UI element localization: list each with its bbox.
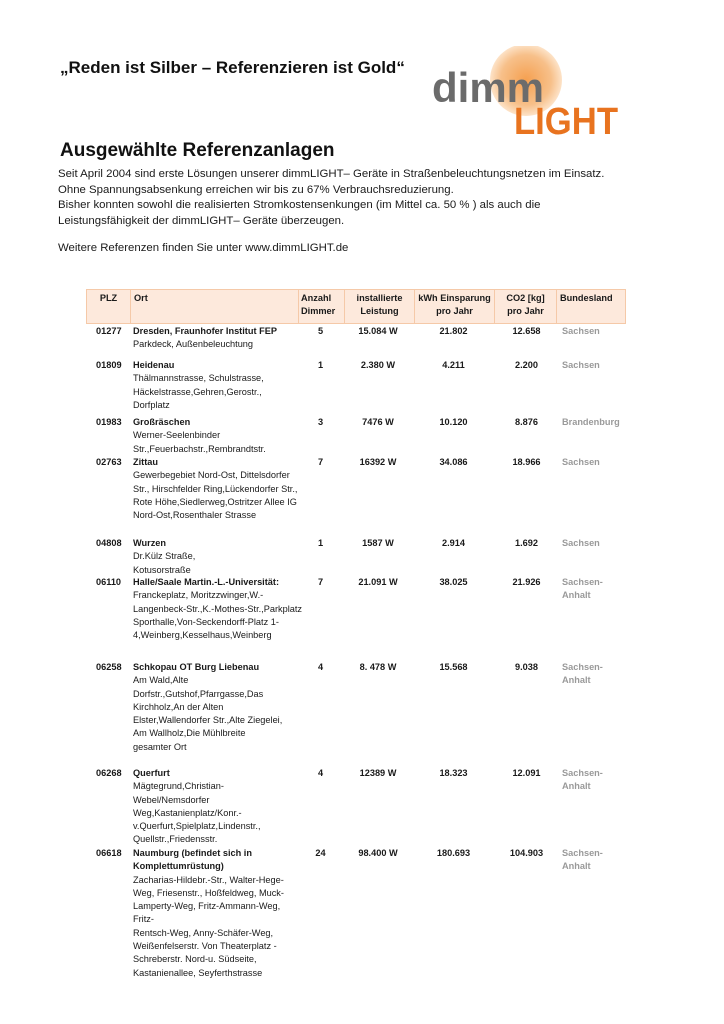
cell-bundesland-line: Sachsen- (562, 577, 603, 587)
cell-kwh: 180.693 (436, 848, 471, 858)
cell-ort (133, 767, 303, 847)
cell-detail: Str., Hirschfelder Ring,Lückendorfer Str., (133, 483, 298, 494)
cell-detail: Rentsch-Weg, Anny-Schäfer-Weg, (133, 927, 274, 938)
intro-line: Ohne Spannungsabsenkung erreichen wir bis zu 67% Verbrauchsreduzierung. (58, 183, 454, 196)
cell-co2: 21.926 (512, 577, 541, 587)
cell-bundesland-line: Anhalt (562, 781, 591, 792)
th-co2 (495, 290, 557, 323)
cell-co2: 104.903 (509, 848, 544, 858)
cell-bundesland (562, 456, 626, 469)
cell-leistung: 98.400 W (358, 848, 398, 858)
cell-bundesland-line: Anhalt (562, 590, 591, 601)
cell-co2: 1.692 (515, 538, 538, 548)
cell-co2: 9.038 (515, 662, 538, 672)
cell-detail: 4,Weinberg,Kesselhaus,Weinberg (133, 630, 272, 641)
cell-bundesland-line: Sachsen- (562, 848, 603, 858)
cell-detail: Dr.Külz Straße, (133, 551, 196, 562)
cell-detail: Am Wallholz,Die Mühlbreite (133, 728, 246, 739)
cell-detail: Kirchholz,An der Alten (133, 701, 224, 712)
cell-bundesland-line: Sachsen- (562, 768, 603, 778)
cell-detail: Parkdeck, Außenbeleuchtung (133, 339, 254, 350)
cell-co2: 8.876 (515, 417, 538, 427)
cell-detail: Kotusorstraße (133, 564, 191, 575)
cell-detail: Quellstr.,Friedensstr. (133, 834, 218, 845)
cell-detail: Weg,Kastanienplatz/Konr.- (133, 807, 242, 818)
th-leistung-line: Leistung (360, 306, 399, 316)
cell-dimmer: 1 (317, 538, 324, 548)
cell-detail: v.Querfurt,Spielplatz,Lindenstr., (133, 821, 261, 832)
cell-bundesland (562, 537, 626, 550)
cell-detail: Sporthalle,Von-Seckendorff-Platz 1- (133, 616, 279, 627)
cell-detail: Langenbeck-Str.,K.-Mothes-Str.,Parkplatz (133, 603, 303, 614)
cell-city: Schkopau OT Burg Liebenau (133, 662, 260, 672)
th-bundesland: Bundesland (560, 293, 613, 303)
cell-kwh: 18.323 (439, 768, 468, 778)
cell-dimmer: 5 (317, 326, 324, 336)
cell-bundesland-line: Sachsen (562, 538, 600, 548)
th-plz: PLZ (87, 290, 131, 323)
cell-city: Komplettumrüstung) (133, 861, 224, 872)
cell-bundesland (562, 325, 626, 338)
cell-city: Großräschen (133, 417, 191, 427)
cell-detail: Elster,Wallendorfer Str.,Alte Ziegelei, (133, 715, 283, 726)
cell-leistung: 8. 478 W (359, 662, 397, 672)
intro-line: Seit April 2004 sind erste Lösungen unserer dimmLIGHT– Geräte in Straßenbeleuchtungsnetzen im Einsatz. (58, 168, 605, 180)
cell-kwh: 21.802 (439, 326, 468, 336)
logo-text-light: LIGHT (514, 101, 618, 138)
cell-detail: Häckelstrasse,Gehren,Gerostr., (133, 386, 262, 397)
cell-ort (133, 325, 303, 352)
cell-kwh: 2.914 (442, 538, 465, 548)
th-kwh (415, 290, 495, 323)
cell-city: Wurzen (133, 538, 167, 548)
th-kwh-line: kWh Einsparung (418, 293, 491, 303)
th-dimmer (299, 290, 345, 323)
cell-city: Querfurt (133, 768, 170, 778)
cell-detail: Franckeplatz, Moritzzwinger,W.- (133, 590, 264, 601)
page-title: Ausgewählte Referenzanlagen (60, 140, 335, 161)
more-references-text: Weitere Referenzen finden Sie unter www.dimmLIGHT.de (58, 242, 349, 254)
slogan: „Reden ist Silber – Referenzieren ist Gold“ (60, 58, 405, 77)
cell-co2: 18.966 (512, 457, 541, 467)
cell-bundesland-line: Sachsen (562, 457, 600, 467)
cell-detail: Dorfplatz (133, 399, 170, 410)
cell-city: Naumburg (befindet sich in (133, 848, 252, 858)
cell-co2: 2.200 (515, 360, 538, 370)
th-co2-line: pro Jahr (507, 306, 544, 316)
th-dimmer-line: Dimmer (301, 306, 336, 316)
cell-detail: Nord-Ost,Rosenthaler Strasse (133, 510, 257, 521)
cell-dimmer: 7 (317, 457, 324, 467)
cell-ort (133, 416, 303, 456)
cell-leistung: 2.380 W (360, 360, 396, 370)
cell-detail: Am Wald,Alte (133, 675, 189, 686)
logo-text-dimm: dimm (432, 64, 545, 111)
cell-detail: Weißenfelserstr. Von Theaterplatz - (133, 941, 277, 952)
cell-ort (133, 847, 303, 980)
cell-kwh: 15.568 (439, 662, 468, 672)
cell-co2: 12.091 (512, 768, 541, 778)
cell-kwh: 4.211 (442, 360, 465, 370)
intro-line: Bisher konnten sowohl die realisierten Stromkostensenkungen (im Mittel ca. 50 % ) als auch die (58, 199, 541, 211)
cell-ort (133, 576, 303, 642)
cell-dimmer: 1 (317, 360, 324, 370)
cell-bundesland-line: Anhalt (562, 861, 591, 872)
intro-text (58, 167, 658, 229)
cell-ort (133, 537, 303, 577)
cell-plz: 06258 (96, 662, 122, 672)
cell-bundesland-line: Sachsen (562, 326, 600, 336)
cell-city: Zittau (133, 457, 159, 467)
cell-leistung: 21.091 W (358, 577, 398, 587)
cell-leistung: 7476 W (362, 417, 394, 427)
cell-dimmer: 24 (315, 848, 326, 858)
cell-city: Heidenau (133, 360, 175, 370)
cell-detail: Mägtegrund,Christian- (133, 781, 224, 792)
intro-line: Leistungsfähigkeit der dimmLIGHT– Geräte überzeugen. (58, 214, 345, 227)
cell-detail: Str.,Feuerbachstr.,Rembrandtstr. (133, 443, 266, 454)
th-ort: Ort (131, 290, 299, 323)
cell-plz: 06110 (96, 577, 122, 587)
cell-plz: 04808 (96, 538, 122, 548)
cell-detail: Werner-Seelenbinder (133, 430, 221, 441)
cell-detail: Rote Höhe,Siedlerweg,Ostritzer Allee IG (133, 496, 297, 507)
cell-dimmer: 4 (317, 662, 324, 672)
cell-ort (133, 661, 303, 754)
cell-kwh: 10.120 (439, 417, 468, 427)
cell-detail: Gewerbegebiet Nord-Ost, Dittelsdorfer (133, 470, 290, 481)
cell-bundesland (562, 576, 626, 603)
cell-plz: 06618 (96, 848, 122, 858)
cell-plz: 01277 (96, 326, 122, 336)
cell-detail: Zacharias-Hildebr.-Str., Walter-Hege- (133, 874, 284, 885)
cell-plz: 06268 (96, 768, 122, 778)
cell-leistung: 12389 W (359, 768, 397, 778)
th-co2-line: CO2 [kg] (506, 293, 545, 303)
cell-detail: Webel/Nemsdorfer (133, 794, 210, 805)
cell-bundesland (562, 661, 626, 688)
cell-city: Halle/Saale Martin.-L.-Universität: (133, 577, 280, 587)
cell-bundesland (562, 767, 626, 794)
cell-leistung: 15.084 W (358, 326, 398, 336)
table-header (86, 289, 626, 324)
cell-ort (133, 359, 303, 412)
cell-city: Dresden, Fraunhofer Institut FEP (133, 326, 277, 336)
cell-co2: 12.658 (512, 326, 541, 336)
cell-detail: Weg, Friesenstr., Hoßfeldweg, Muck- (133, 887, 284, 898)
cell-plz: 01809 (96, 360, 122, 370)
cell-leistung: 1587 W (362, 538, 394, 548)
cell-dimmer: 7 (317, 577, 324, 587)
cell-dimmer: 3 (317, 417, 324, 427)
dimmlight-logo (428, 46, 624, 138)
cell-bundesland-line: Brandenburg (562, 417, 620, 427)
cell-detail: Lamperty-Weg, Fritz-Ammann-Weg, Fritz- (133, 901, 281, 925)
cell-plz: 02763 (96, 457, 122, 467)
th-leistung-line: installierte (356, 293, 403, 303)
cell-detail: gesamter Ort (133, 741, 187, 752)
cell-detail: Schreberstr. Nord-u. Südseite, (133, 954, 257, 965)
cell-bundesland (562, 359, 626, 372)
cell-kwh: 34.086 (439, 457, 468, 467)
cell-detail: Thälmannstrasse, Schulstrasse, (133, 373, 264, 384)
cell-detail: Dorfstr.,Gutshof,Pfarrgasse,Das (133, 688, 264, 699)
cell-ort (133, 456, 303, 522)
cell-plz: 01983 (96, 417, 122, 427)
cell-bundesland-line: Sachsen (562, 360, 600, 370)
cell-detail: Kastanienallee, Seyferthstrasse (133, 967, 263, 978)
cell-leistung: 16392 W (359, 457, 397, 467)
cell-bundesland (562, 416, 626, 429)
cell-dimmer: 4 (317, 768, 324, 778)
cell-bundesland-line: Sachsen- (562, 662, 603, 672)
cell-bundesland-line: Anhalt (562, 675, 591, 686)
th-kwh-line: pro Jahr (436, 306, 473, 316)
th-dimmer-line: Anzahl (301, 293, 332, 303)
th-leistung (345, 290, 415, 323)
cell-kwh: 38.025 (439, 577, 468, 587)
cell-bundesland (562, 847, 626, 874)
